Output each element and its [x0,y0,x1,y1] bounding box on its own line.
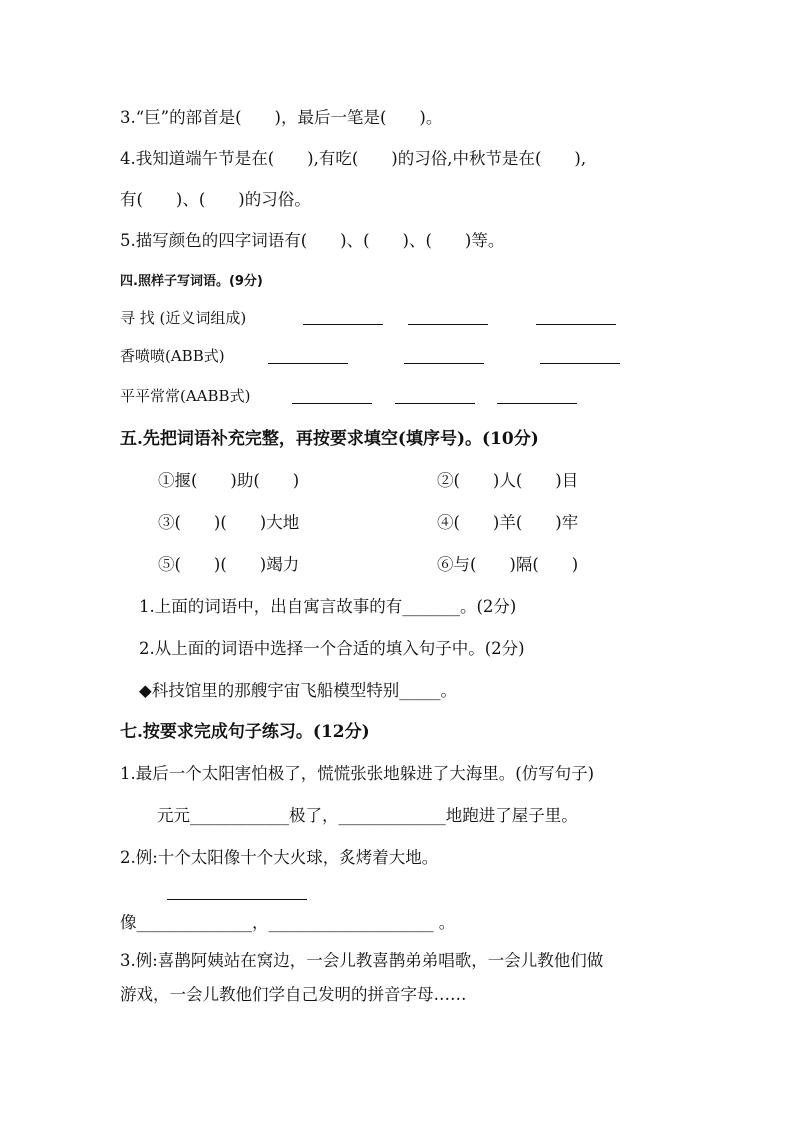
blank-line[interactable] [497,403,577,404]
word-row-label: 寻 找 (近义词组成) [120,309,247,327]
question-3: 3.“巨”的部首是( )，最后一笔是( )。 [120,108,443,127]
idiom-item: ⑤( )( )竭力 [158,555,300,574]
section-4-heading: 四.照样子写词语。(9分) [120,274,263,289]
section-5-sentence: ◆科技馆里的那艘宇宙飞船模型特别_____。 [139,681,457,700]
section-7-answer-2: 像______________，____________________ 。 [120,913,456,932]
question-4-line-1: 4.我知道端午节是在( ),有吃( )的习俗,中秋节是在( ), [120,149,587,168]
section-5-question-2: 2.从上面的词语中选择一个合适的填入句子中。(2分) [139,639,525,658]
idiom-item: ④( )羊( )牢 [437,513,579,532]
blank-line[interactable] [268,363,348,364]
blank-line[interactable] [292,403,372,404]
section-7-answer-1: 元元____________极了，_____________地跑进了屋子里。 [157,806,578,825]
section-7-question-3-line-2: 游戏，一会儿教他们学自己发明的拼音字母…… [120,985,467,1004]
idiom-item: ⑥与( )隔( ) [437,555,579,574]
idiom-item: ②( )人( )目 [437,471,579,490]
blank-line[interactable] [167,899,307,900]
section-7-question-3-line-1: 3.例:喜鹊阿姨站在窝边，一会儿教喜鹊弟弟唱歌，一会儿教他们做 [120,951,604,970]
section-7-question-2: 2.例:十个太阳像十个大火球，炙烤着大地。 [120,848,439,867]
idiom-item: ③( )( )大地 [158,513,300,532]
section-7-heading: 七.按要求完成句子练习。(12分) [120,722,370,742]
blank-line[interactable] [395,403,475,404]
blank-line[interactable] [540,363,620,364]
blank-line[interactable] [303,324,383,325]
section-5-question-1: 1.上面的词语中，出自寓言故事的有_______。(2分) [139,597,517,616]
blank-line[interactable] [404,363,484,364]
word-row-label: 平平常常(AABB式) [120,387,251,405]
word-row-label: 香喷喷(ABB式) [120,347,225,365]
question-4-line-2: 有( )、( )的习俗。 [120,190,311,209]
idiom-item: ①揠( )助( ) [158,471,300,490]
blank-line[interactable] [408,324,488,325]
section-5-heading: 五.先把词语补充完整，再按要求填空(填序号)。(10分) [120,429,539,449]
blank-line[interactable] [536,324,616,325]
question-5: 5.描写颜色的四字词语有( )、( )、( )等。 [120,231,505,250]
section-7-question-1: 1.最后一个太阳害怕极了，慌慌张张地躲进了大海里。(仿写句子) [120,764,595,783]
